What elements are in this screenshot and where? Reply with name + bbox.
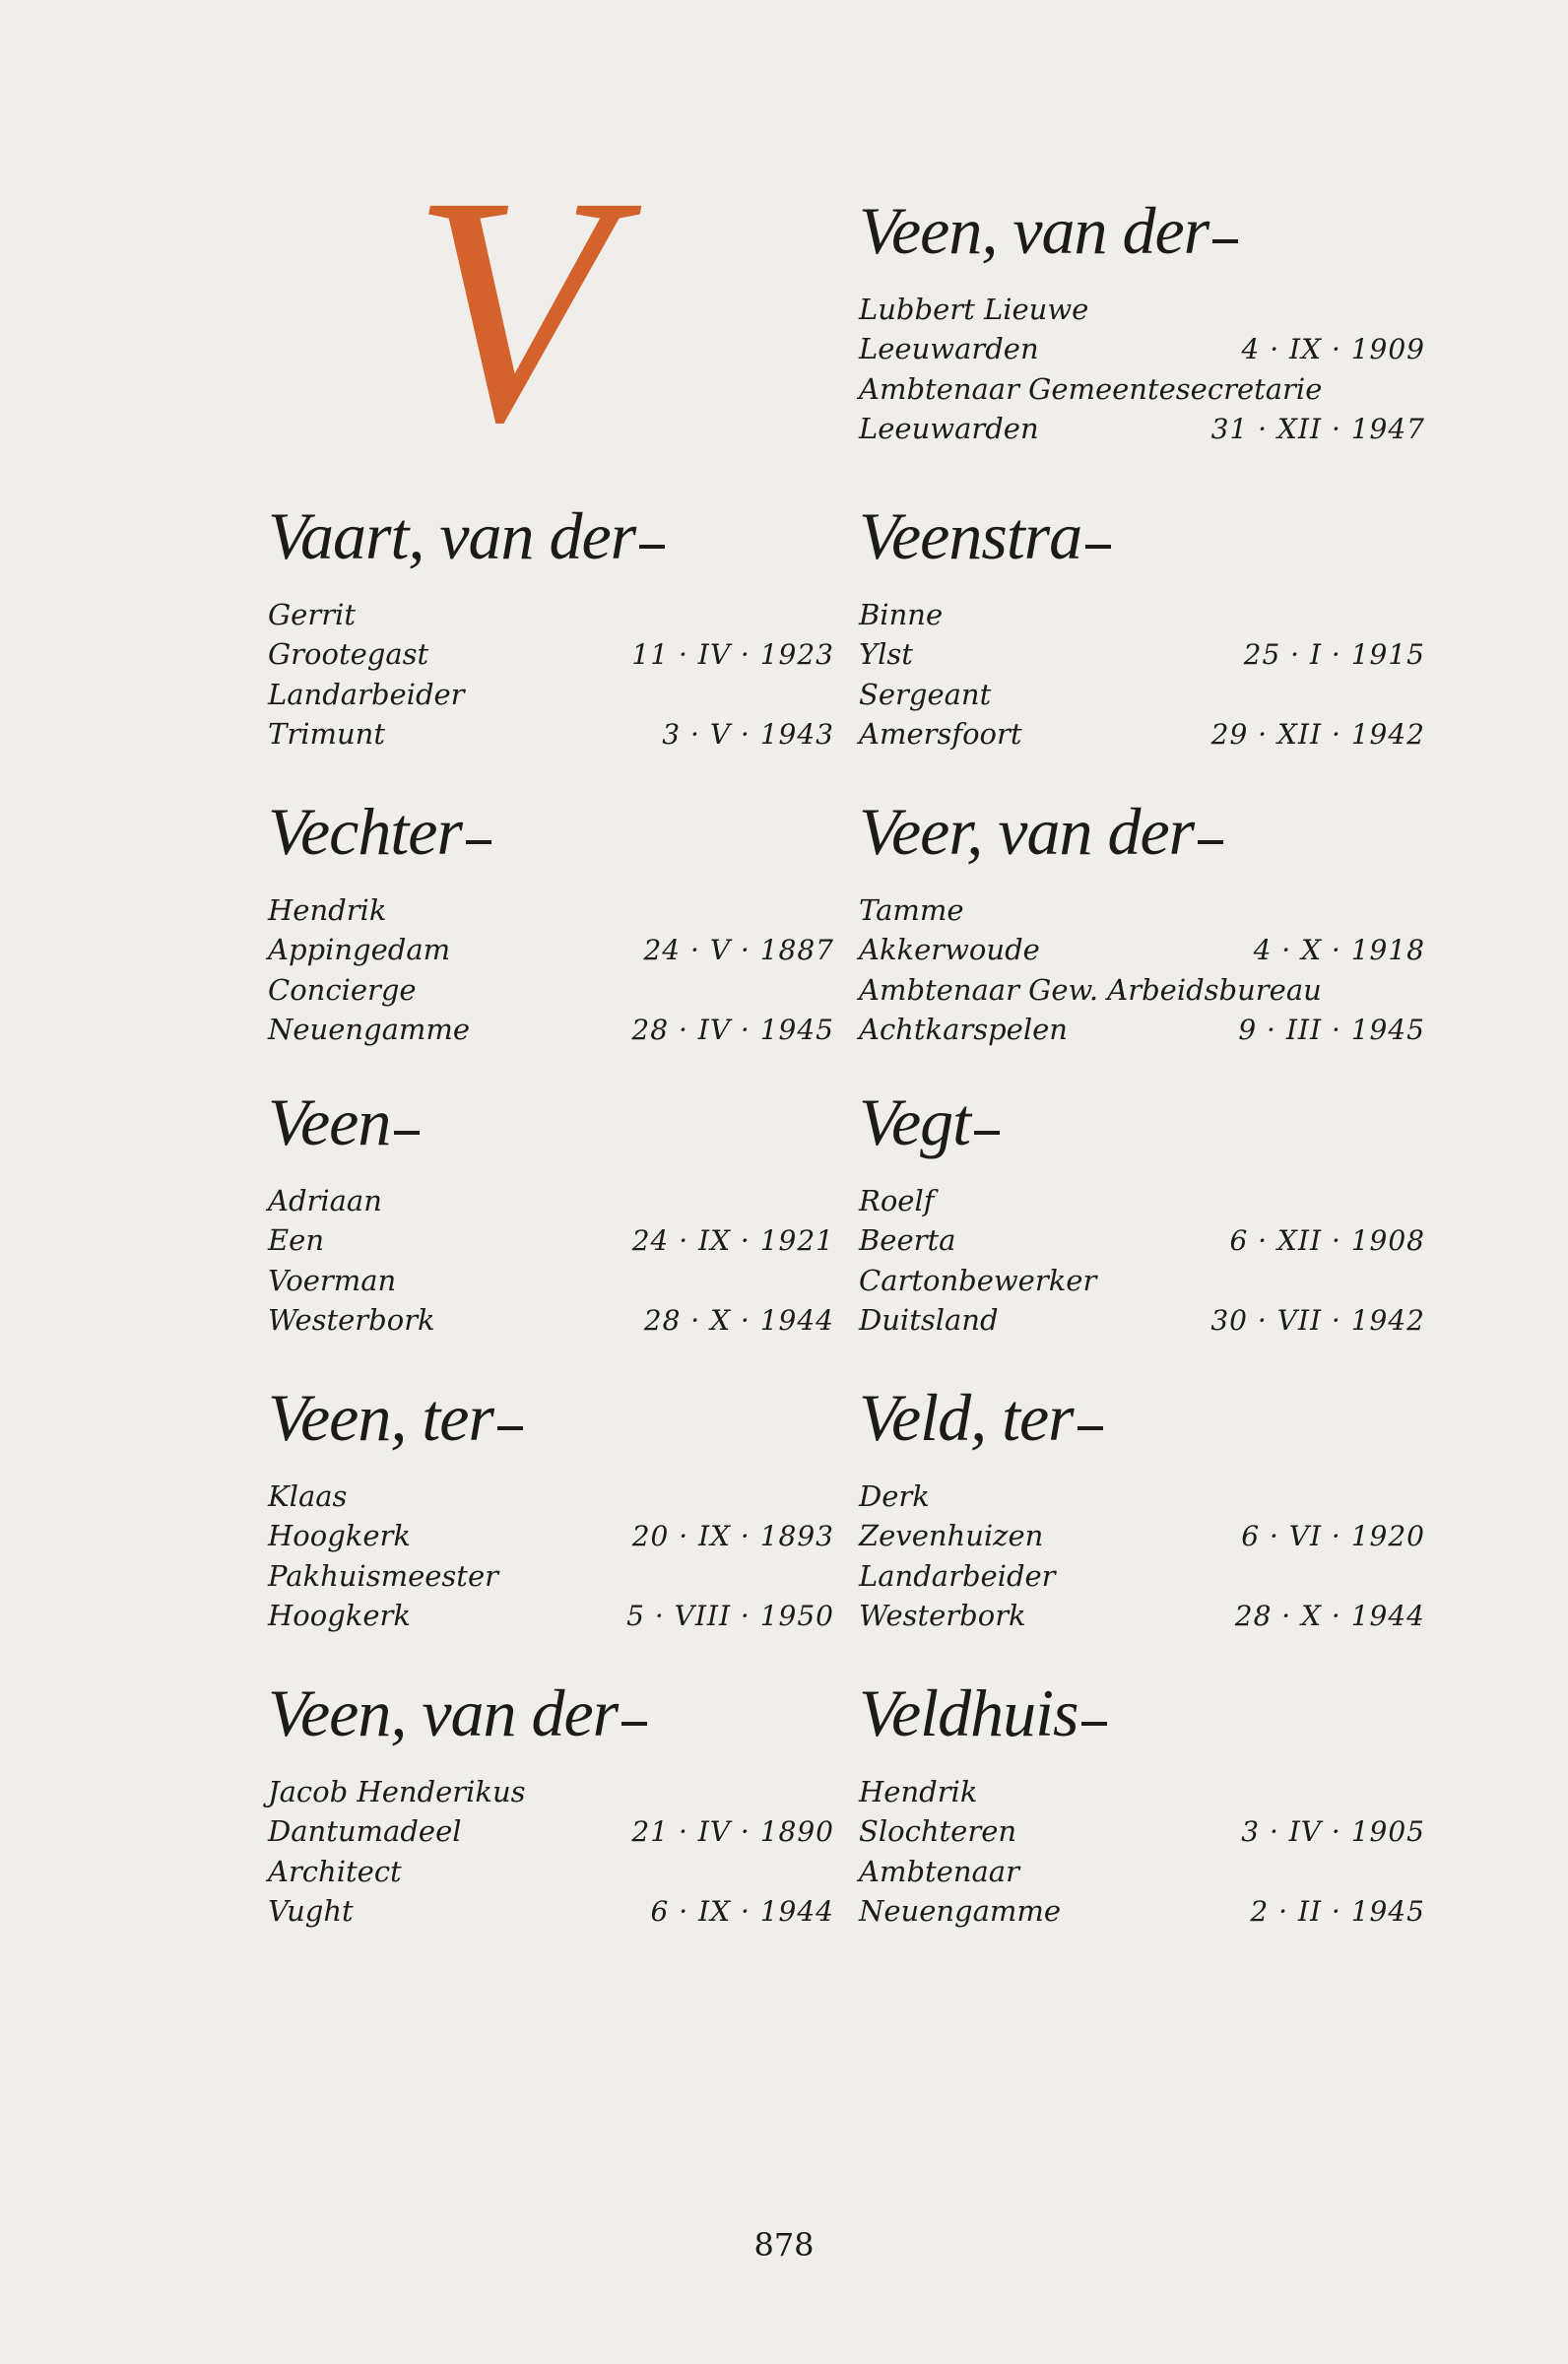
entry-birth-place: Akkerwoude	[859, 933, 1040, 966]
entry-line	[268, 1477, 834, 1516]
memorial-entry	[268, 1675, 834, 1932]
entry-death-place: Westerbork	[859, 1599, 1026, 1632]
entry-details	[268, 595, 834, 755]
entry-details	[859, 1181, 1425, 1341]
entry-death-date: 31 · XII · 1947	[1210, 413, 1425, 445]
entry-surname: Veen, van der	[859, 197, 1425, 286]
entry-birth-date: 4 · X · 1918	[1253, 934, 1425, 966]
entry-line	[859, 1891, 1425, 1932]
entry-line	[268, 634, 834, 675]
entry-line	[859, 1772, 1425, 1811]
entry-line	[859, 970, 1425, 1010]
entry-surname: Veenstra	[859, 502, 1425, 591]
entry-line	[268, 595, 834, 634]
entry-birth-place: Hoogkerk	[268, 1519, 411, 1552]
entry-birth-place: Grootegast	[268, 637, 429, 671]
memorial-entry	[859, 498, 1425, 755]
entry-first-name: Hendrik	[268, 893, 387, 927]
entry-line	[268, 1811, 834, 1852]
memorial-entry	[268, 1084, 834, 1341]
entry-death-place: Hoogkerk	[268, 1599, 411, 1632]
entry-birth-date: 24 · V · 1887	[643, 934, 834, 966]
entry-line	[859, 1300, 1425, 1341]
entry-surname: Veen	[268, 1088, 834, 1177]
illuminated-initial: V	[412, 130, 611, 490]
entry-occupation: Landarbeider	[268, 678, 465, 711]
entry-death-date: 2 · II · 1945	[1250, 1895, 1425, 1928]
entry-line	[268, 1891, 834, 1932]
entry-death-date: 3 · V · 1943	[662, 718, 834, 751]
entry-surname: Veer, van der	[859, 798, 1425, 886]
entry-birth-date: 11 · IV · 1923	[631, 638, 834, 671]
entry-occupation: Cartonbewerker	[859, 1264, 1097, 1297]
entry-birth-place: Appingedam	[268, 933, 451, 966]
entry-surname: Veen, ter	[268, 1384, 834, 1473]
entry-occupation: Ambtenaar Gew. Arbeidsbureau	[859, 973, 1322, 1007]
entry-line	[859, 634, 1425, 675]
entry-line	[859, 1852, 1425, 1891]
entry-line	[268, 1300, 834, 1341]
entry-surname: Veen, van der	[268, 1679, 834, 1768]
entry-line	[268, 714, 834, 755]
entry-line	[859, 290, 1425, 329]
entry-birth-date: 24 · IX · 1921	[631, 1224, 834, 1257]
entry-birth-place: Leeuwarden	[859, 332, 1039, 365]
entry-birth-date: 6 · XII · 1908	[1229, 1224, 1425, 1257]
entry-line	[859, 595, 1425, 634]
memorial-entry	[859, 1084, 1425, 1341]
entry-line	[859, 1516, 1425, 1556]
entry-line	[268, 970, 834, 1010]
entry-birth-place: Een	[268, 1223, 325, 1257]
memorial-entry	[859, 1675, 1425, 1932]
memorial-entry	[268, 794, 834, 1050]
entry-details	[268, 1772, 834, 1932]
entry-birth-date: 3 · IV · 1905	[1241, 1815, 1425, 1848]
entry-line	[268, 1556, 834, 1596]
entry-death-place: Leeuwarden	[859, 412, 1039, 445]
entry-line	[859, 369, 1425, 409]
entry-first-name: Gerrit	[268, 598, 356, 631]
page-number: 878	[753, 2226, 815, 2264]
entry-death-place: Achtkarspelen	[859, 1013, 1068, 1046]
entry-first-name: Jacob Henderikus	[268, 1775, 526, 1808]
entry-first-name: Roelf	[859, 1184, 935, 1217]
entry-occupation: Ambtenaar Gemeentesecretarie	[859, 372, 1323, 406]
memorial-entry	[859, 193, 1425, 449]
entry-first-name: Hendrik	[859, 1775, 978, 1808]
entry-details	[268, 1181, 834, 1341]
entry-death-date: 28 · X · 1944	[1234, 1600, 1425, 1632]
memorial-entry	[859, 794, 1425, 1050]
entry-death-place: Neuengamme	[859, 1894, 1062, 1928]
entry-details	[859, 890, 1425, 1050]
entry-line	[859, 890, 1425, 930]
entry-occupation: Landarbeider	[859, 1559, 1056, 1593]
entry-occupation: Voerman	[268, 1264, 397, 1297]
entry-surname: Vechter	[268, 798, 834, 886]
entry-details	[859, 1772, 1425, 1932]
entry-first-name: Adriaan	[268, 1184, 382, 1217]
entry-occupation: Architect	[268, 1855, 402, 1888]
entry-birth-place: Zevenhuizen	[859, 1519, 1044, 1552]
entry-first-name: Lubbert Lieuwe	[859, 293, 1089, 326]
entry-occupation: Concierge	[268, 973, 417, 1007]
entry-details	[268, 890, 834, 1050]
entry-birth-place: Dantumadeel	[268, 1814, 462, 1848]
entry-line	[859, 1596, 1425, 1636]
entry-death-date: 5 · VIII · 1950	[626, 1600, 834, 1632]
entry-death-place: Amersfoort	[859, 717, 1022, 751]
entry-death-date: 6 · IX · 1944	[650, 1895, 834, 1928]
entry-birth-date: 4 · IX · 1909	[1241, 333, 1425, 365]
entry-line	[268, 1010, 834, 1050]
entry-line	[268, 1516, 834, 1556]
entry-death-place: Westerbork	[268, 1303, 435, 1337]
entry-details	[859, 595, 1425, 755]
entry-birth-place: Slochteren	[859, 1814, 1017, 1848]
memorial-entry	[268, 1380, 834, 1636]
entry-line	[859, 675, 1425, 714]
entry-death-date: 28 · X · 1944	[643, 1304, 834, 1337]
entry-line	[859, 1556, 1425, 1596]
entry-surname: Vaart, van der	[268, 502, 834, 591]
entry-birth-date: 6 · VI · 1920	[1241, 1520, 1425, 1552]
entry-occupation: Ambtenaar	[859, 1855, 1019, 1888]
entry-surname: Vegt	[859, 1088, 1425, 1177]
entry-birth-place: Ylst	[859, 637, 913, 671]
entry-line	[859, 1477, 1425, 1516]
entry-death-date: 9 · III · 1945	[1238, 1014, 1425, 1046]
entry-occupation: Pakhuismeester	[268, 1559, 498, 1593]
entry-line	[268, 1181, 834, 1220]
entry-first-name: Tamme	[859, 893, 964, 927]
entry-line	[859, 409, 1425, 449]
entry-line	[859, 1220, 1425, 1261]
entry-line	[268, 675, 834, 714]
entry-line	[268, 930, 834, 970]
entry-line	[859, 1261, 1425, 1300]
entry-details	[859, 290, 1425, 449]
entry-line	[268, 1772, 834, 1811]
entry-birth-date: 20 · IX · 1893	[631, 1520, 834, 1552]
entry-surname: Veld, ter	[859, 1384, 1425, 1473]
entry-line	[859, 1010, 1425, 1050]
memorial-entry	[268, 498, 834, 755]
entry-line	[859, 930, 1425, 970]
entry-line	[859, 1811, 1425, 1852]
entry-death-place: Trimunt	[268, 717, 385, 751]
entry-line	[268, 1220, 834, 1261]
entry-birth-date: 21 · IV · 1890	[631, 1815, 834, 1848]
memorial-entry	[859, 1380, 1425, 1636]
entry-line	[859, 1181, 1425, 1220]
entry-details	[859, 1477, 1425, 1636]
entry-death-date: 30 · VII · 1942	[1210, 1304, 1425, 1337]
entry-line	[268, 890, 834, 930]
entry-death-date: 28 · IV · 1945	[631, 1014, 834, 1046]
entry-line	[859, 329, 1425, 369]
entry-line	[859, 714, 1425, 755]
entry-line	[268, 1596, 834, 1636]
entry-line	[268, 1261, 834, 1300]
entry-birth-place: Beerta	[859, 1223, 956, 1257]
entry-first-name: Binne	[859, 598, 944, 631]
entry-birth-date: 25 · I · 1915	[1243, 638, 1425, 671]
entry-details	[268, 1477, 834, 1636]
entry-death-place: Duitsland	[859, 1303, 999, 1337]
entry-surname: Veldhuis	[859, 1679, 1425, 1768]
entry-death-place: Vught	[268, 1894, 354, 1928]
entry-death-date: 29 · XII · 1942	[1210, 718, 1425, 751]
entry-occupation: Sergeant	[859, 678, 992, 711]
entry-first-name: Klaas	[268, 1479, 348, 1513]
entry-first-name: Derk	[859, 1479, 930, 1513]
entry-death-place: Neuengamme	[268, 1013, 471, 1046]
entry-line	[268, 1852, 834, 1891]
